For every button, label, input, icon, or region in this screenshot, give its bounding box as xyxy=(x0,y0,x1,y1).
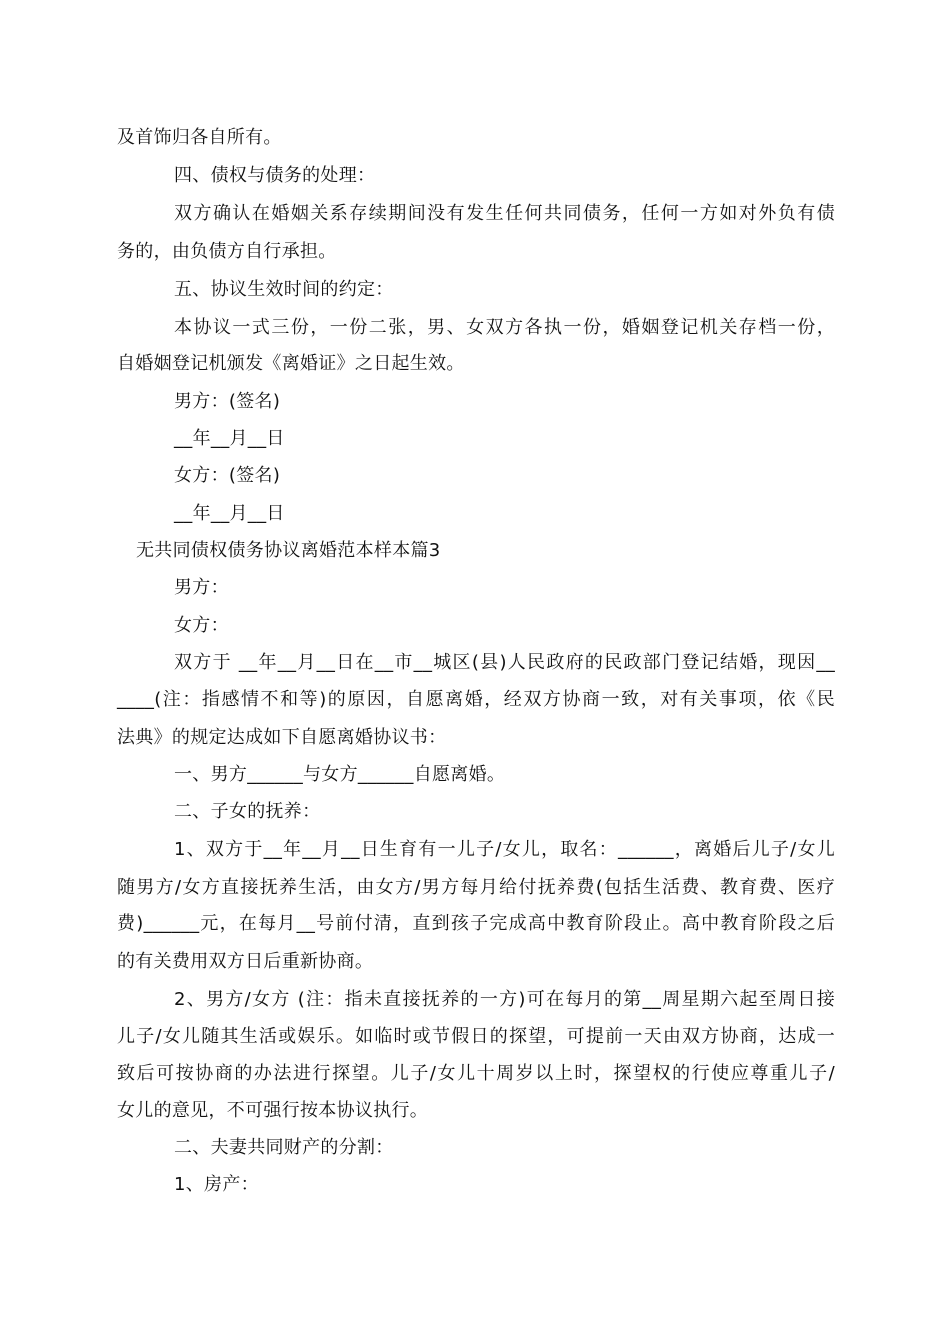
paragraph-line-25: 儿子/女儿随其生活或娱乐。如临时或节假日的探望，可提前一天由双方协商，达成一 xyxy=(117,1026,835,1047)
section-heading-property: 二、夫妻共同财产的分割： xyxy=(174,1137,394,1158)
paragraph-line-24: 2、男方/女方 (注：指未直接抚养的一方)可在每月的第__周星期六起至周日接 xyxy=(174,989,835,1010)
paragraph-line-26: 致后可按协商的办法进行探望。儿子/女儿十周岁以上时，探望权的行使应尊重儿子/ xyxy=(117,1063,835,1084)
paragraph-line-20: 1、双方于__年__月__日生育有一儿子/女儿，取名：______，离婚后儿子/女儿 xyxy=(174,839,835,860)
date-line-2: __年__月__日 xyxy=(174,503,285,524)
text-line-7: 自婚姻登记机颁发《离婚证》之日起生效。 xyxy=(117,353,465,374)
property-item-1: 1、房产： xyxy=(174,1174,259,1195)
paragraph-line-27: 女儿的意见，不可强行按本协议执行。 xyxy=(117,1100,429,1121)
section-heading-4: 四、债权与债务的处理： xyxy=(174,165,376,186)
paragraph-line-23: 的有关费用双方日后重新协商。 xyxy=(117,951,374,972)
paragraph-line-15: 双方于 __年__月__日在__市__城区(县)人民政府的民政部门登记结婚，现因__ xyxy=(174,652,835,673)
paragraph-line-22: 费)______元，在每月__号前付清，直到孩子完成高中教育阶段止。高中教育阶段之后 xyxy=(117,913,835,934)
paragraph-line-21: 随男方/女方直接抚养生活，由女方/男方每月给付抚养费(包括生活费、教育费、医疗 xyxy=(117,877,835,898)
female-party-line: 女方： xyxy=(174,615,229,636)
document-section-title: 无共同债权债务协议离婚范本样本篇3 xyxy=(136,540,441,561)
text-line-6: 本协议一式三份，一份二张，男、女双方各执一份，婚姻登记机关存档一份， xyxy=(174,317,835,338)
text-line-3: 双方确认在婚姻关系存续期间没有发生任何共同债务，任何一方如对外负有债 xyxy=(174,203,835,224)
paragraph-line-17: 法典》的规定达成如下自愿离婚协议书： xyxy=(117,727,447,748)
date-line-1: __年__月__日 xyxy=(174,428,285,449)
section-heading-divorce: 一、男方______与女方______自愿离婚。 xyxy=(174,764,506,785)
male-party-line: 男方： xyxy=(174,577,229,598)
text-line-1: 及首饰归各自所有。 xyxy=(117,127,282,148)
female-signature-line: 女方：(签名) xyxy=(174,465,281,486)
male-signature-line: 男方：(签名) xyxy=(174,391,281,412)
section-heading-children: 二、子女的抚养： xyxy=(174,801,321,822)
section-heading-5: 五、协议生效时间的约定： xyxy=(174,279,394,300)
paragraph-line-16: ____(注：指感情不和等)的原因，自愿离婚，经双方协商一致，对有关事项，依《民 xyxy=(117,689,835,710)
text-line-4: 务的，由负债方自行承担。 xyxy=(117,241,337,262)
